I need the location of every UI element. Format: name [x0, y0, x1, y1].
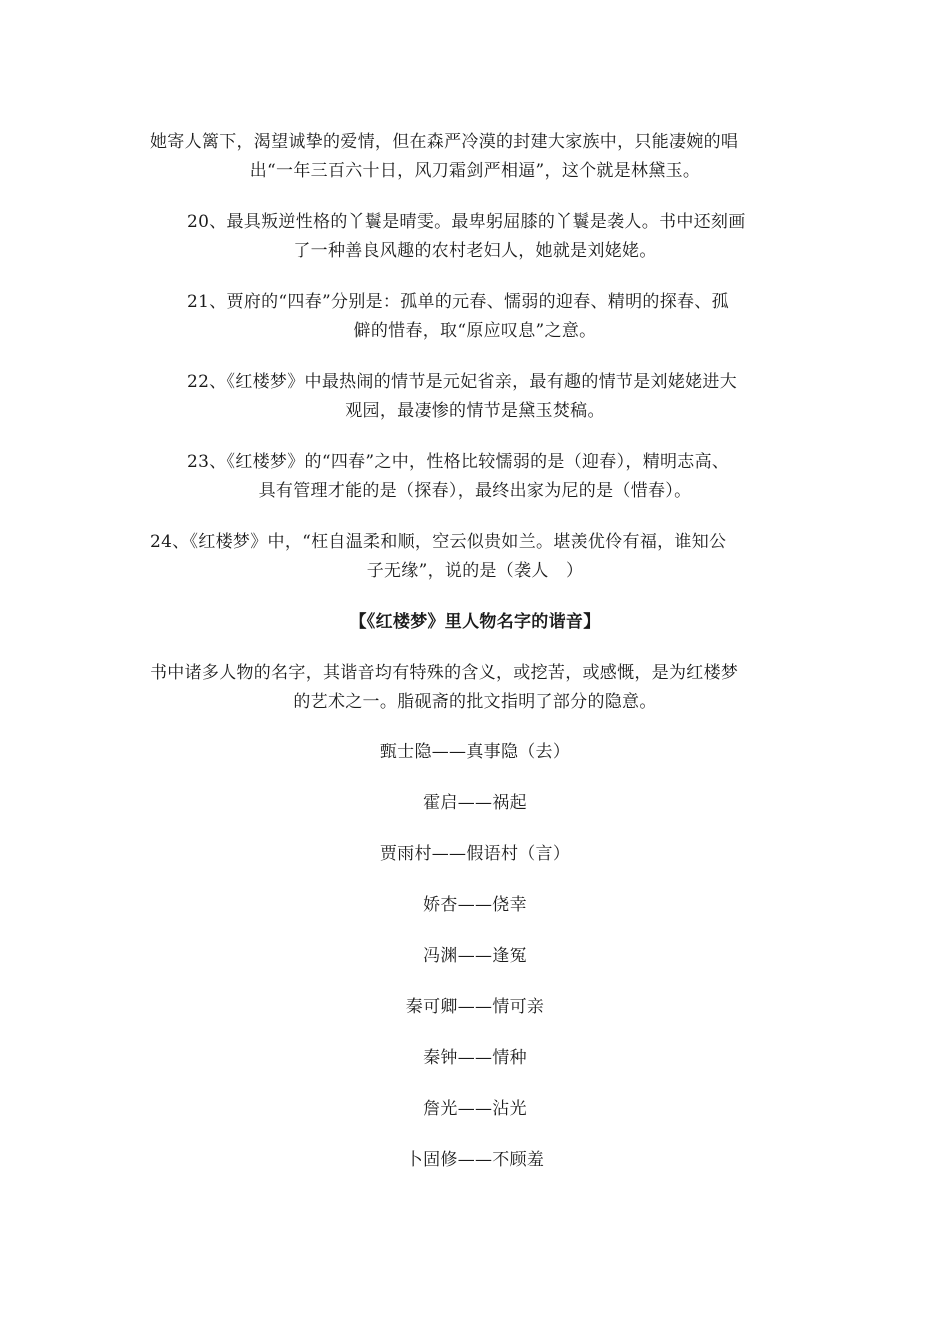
paragraph-20-line-2: 了一种善良风趣的农村老妇人，她就是刘姥姥。 [293, 241, 657, 261]
name-pun-item: 秦钟——情种 [423, 1048, 527, 1068]
paragraph-19-line-1: 她寄人篱下，渴望诚挚的爱情，但在森严冷漠的封建大家族中，只能凄婉的唱 [150, 132, 739, 152]
name-pun-item: 娇杏——侥幸 [423, 895, 527, 915]
name-pun-item: 卜固修——不顾羞 [405, 1150, 545, 1170]
paragraph-24-line-1: 24、《红楼梦》中，“枉自温柔和顺，空云似贵如兰。堪羡优伶有福，谁知公 [150, 532, 727, 552]
paragraph-22-line-1: 22、《红楼梦》中最热闹的情节是元妃省亲，最有趣的情节是刘姥姥进大 [187, 372, 738, 392]
name-pun-item: 冯渊——逢冤 [423, 946, 527, 966]
name-pun-item: 霍启——祸起 [423, 793, 527, 813]
paragraph-23-line-1: 23、《红楼梦》的“四春”之中，性格比较懦弱的是（迎春），精明志高、 [187, 452, 730, 472]
section-heading: 【《红楼梦》里人物名字的谐音】 [349, 612, 601, 632]
name-pun-item: 秦可卿——情可亲 [405, 997, 545, 1017]
paragraph-24-line-2: 子无缘”，说的是（袭人 ） [366, 561, 584, 581]
paragraph-23-line-2: 具有管理才能的是（探春），最终出家为尼的是（惜春）。 [258, 481, 692, 501]
section-intro-line-1: 书中诸多人物的名字，其谐音均有特殊的含义，或挖苦，或感慨，是为红楼梦 [150, 663, 739, 683]
paragraph-19-line-2: 出“一年三百六十日，风刀霜剑严相逼”，这个就是林黛玉。 [249, 161, 701, 181]
paragraph-22-line-2: 观园，最凄惨的情节是黛玉焚稿。 [345, 401, 605, 421]
name-pun-item: 詹光——沾光 [423, 1099, 527, 1119]
paragraph-20-line-1: 20、最具叛逆性格的丫鬟是晴雯。最卑躬屈膝的丫鬟是袭人。书中还刻画 [187, 212, 746, 232]
paragraph-21-line-2: 僻的惜春，取“原应叹息”之意。 [353, 321, 597, 341]
name-pun-item: 贾雨村——假语村（言） [379, 844, 571, 864]
name-pun-item: 甄士隐——真事隐（去） [379, 742, 571, 762]
paragraph-21-line-1: 21、贾府的“四春”分别是：孤单的元春、懦弱的迎春、精明的探春、孤 [187, 292, 729, 312]
section-intro-line-2: 的艺术之一。脂砚斋的批文指明了部分的隐意。 [293, 692, 657, 712]
